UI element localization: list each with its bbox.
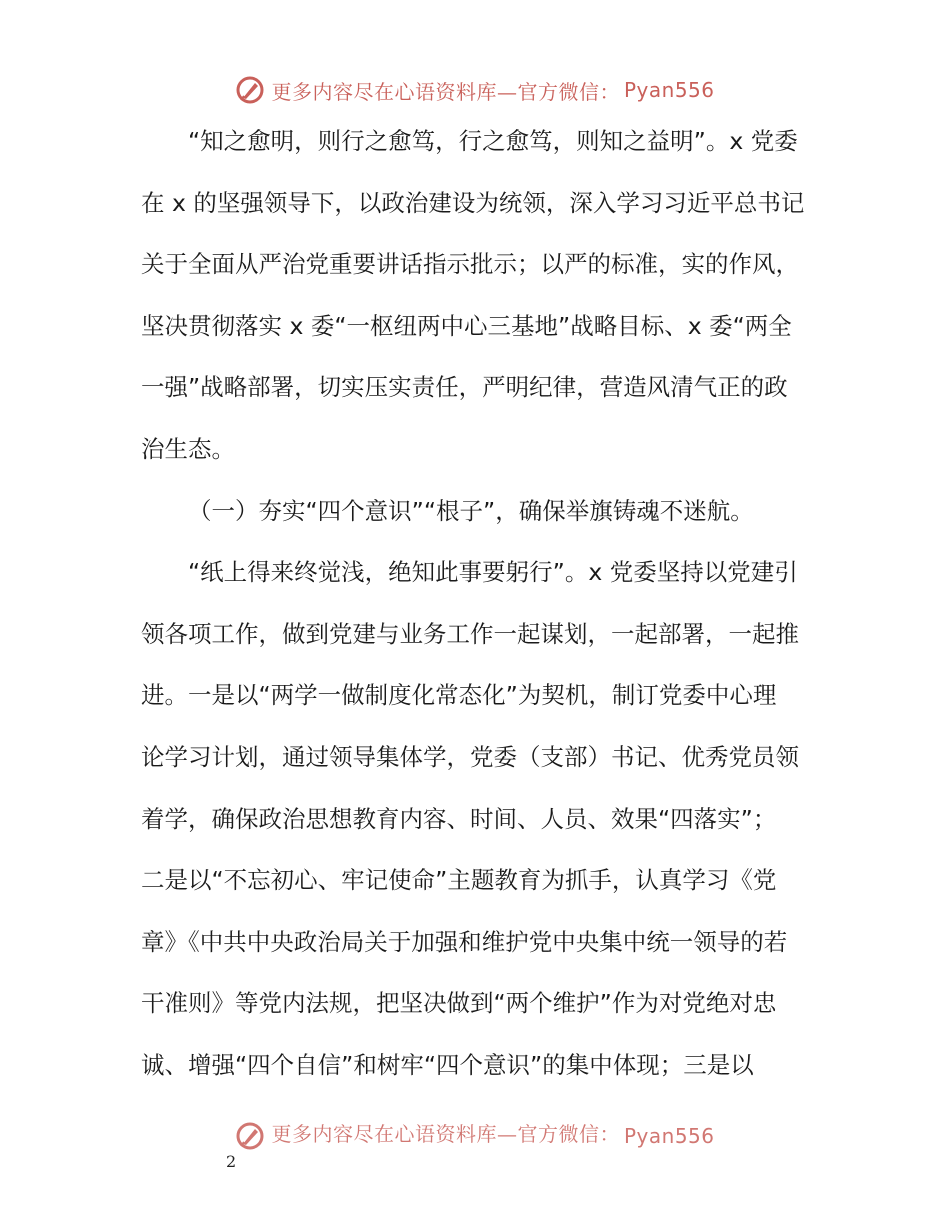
text-line: 论学习计划，通过领导集体学，党委（支部）书记、优秀党员领 [141,742,799,771]
text-line: 关于全面从严治党重要讲话指示批示；以严的标准，实的作风， [141,250,799,279]
quill-pen-logo-icon [235,75,265,105]
footer-watermark [0,1120,950,1152]
header-watermark [0,72,950,108]
text-line: 章》《中共中央政治局关于加强和维护党中央集中统一领导的若 [141,927,788,956]
text-line: 诚、增强“四个自信”和树牢“四个意识”的集中体现；三是以 [141,1050,754,1079]
watermark-code: Pyan556 [623,1124,715,1148]
text-line: 坚决贯彻落实 x 委“一枢纽两中心三基地”战略目标、x 委“两全 [141,311,792,340]
text-line: 一强”战略部署，切实压实责任，严明纪律，营造风清气正的政 [141,373,788,402]
watermark-text: 更多内容尽在心语资料库—官方微信： [271,1121,620,1146]
quill-pen-logo-icon [235,1121,265,1151]
document-body [141,118,811,1104]
text-line: 在 x 的坚强领导下，以政治建设为统领，深入学习习近平总书记 [141,188,805,217]
text-line: 治生态。 [141,434,235,463]
text-line: 进。一是以“两学一做制度化常态化”为契机，制订党委中心理 [141,681,777,710]
text-line: “知之愈明，则行之愈笃，行之愈笃，则知之益明”。x 党委 [188,127,798,155]
text-line: 着学，确保政治思想教育内容、时间、人员、效果“四落实”； [141,804,777,833]
page-number: 2 [226,1152,237,1171]
text-line: “纸上得来终觉浅，绝知此事要躬行”。x 党委坚持以党建引 [188,558,798,587]
text-line: 领各项工作，做到党建与业务工作一起谋划，一起部署，一起推 [141,619,799,648]
watermark-text: 更多内容尽在心语资料库—官方微信： [271,79,620,104]
section-heading: （一）夯实“四个意识”“根子”，确保举旗铸魂不迷航。 [188,496,754,525]
text-line: 二是以“不忘初心、牢记使命”主题教育为抓手，认真学习《党 [141,866,777,895]
text-line: 干准则》等党内法规，把坚决做到“两个维护”作为对党绝对忠 [141,989,777,1018]
watermark-code: Pyan556 [623,78,715,102]
